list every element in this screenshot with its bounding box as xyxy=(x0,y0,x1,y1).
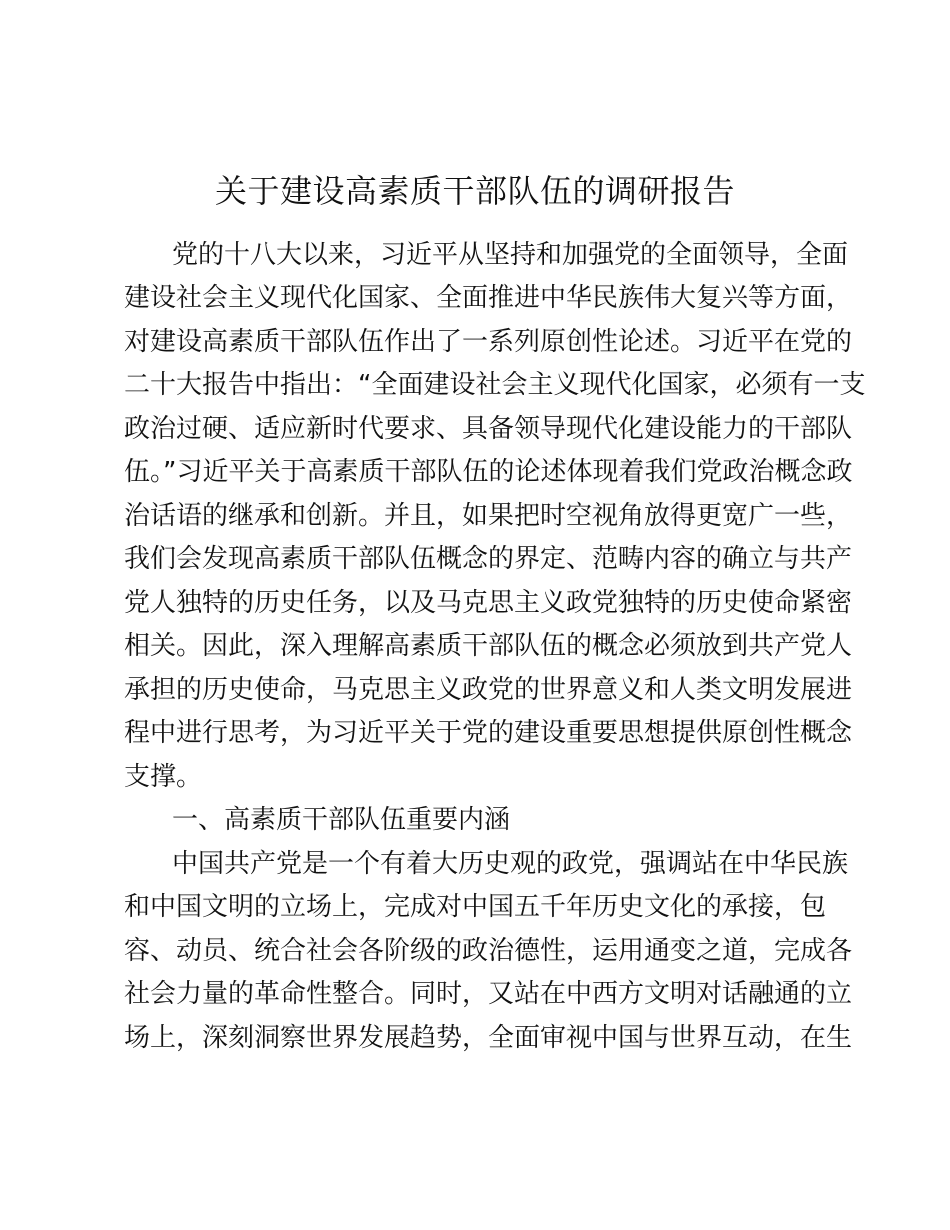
paragraph-1-line-13: 支撑。 xyxy=(124,762,203,792)
paragraph-2-line-3: 容、动员、统合社会各阶级的政治德性，运用通变之道，完成各 xyxy=(124,936,853,966)
paragraph-1-line-12: 程中进行思考，为习近平关于党的建设重要思想提供原创性概念 xyxy=(124,718,853,748)
paragraph-1-line-7: 治话语的继承和创新。并且，如果把时空视角放得更宽广一些， xyxy=(124,501,853,531)
document-title: 关于建设高素质干部队伍的调研报告 xyxy=(214,172,735,210)
paragraph-2-line-5: 场上，深刻洞察世界发展趋势，全面审视中国与世界互动，在生 xyxy=(124,1023,853,1053)
paragraph-1-line-1: 党的十八大以来，习近平从坚持和加强党的全面领导，全面 xyxy=(172,240,849,270)
paragraph-2-line-4: 社会力量的革命性整合。同时，又站在中西方文明对话融通的立 xyxy=(124,979,853,1009)
paragraph-1-line-4: 二十大报告中指出：“全面建设社会主义现代化国家，必须有一支 xyxy=(124,370,866,400)
paragraph-2-line-2: 和中国文明的立场上，完成对中国五千年历史文化的承接，包 xyxy=(124,892,827,922)
paragraph-1-line-3: 对建设高素质干部队伍作出了一系列原创性论述。习近平在党的 xyxy=(124,327,853,357)
section-heading: 一、高素质干部队伍重要内涵 xyxy=(172,805,511,835)
paragraph-1-line-5: 政治过硬、适应新时代要求、具备领导现代化建设能力的干部队 xyxy=(124,414,853,444)
paragraph-1-line-6: 伍。”习近平关于高素质干部队伍的论述体现着我们党政治概念政 xyxy=(124,457,853,487)
paragraph-1-line-2: 建设社会主义现代化国家、全面推进中华民族伟大复兴等方面， xyxy=(124,283,853,313)
paragraph-1-line-10: 相关。因此，深入理解高素质干部队伍的概念必须放到共产党人 xyxy=(124,631,853,661)
paragraph-1-line-8: 我们会发现高素质干部队伍概念的界定、范畴内容的确立与共产 xyxy=(124,544,853,574)
paragraph-1-line-11: 承担的历史使命，马克思主义政党的世界意义和人类文明发展进 xyxy=(124,675,853,705)
paragraph-1-line-9: 党人独特的历史任务，以及马克思主义政党独特的历史使命紧密 xyxy=(124,588,853,618)
paragraph-2-line-1: 中国共产党是一个有着大历史观的政党，强调站在中华民族 xyxy=(172,849,849,879)
